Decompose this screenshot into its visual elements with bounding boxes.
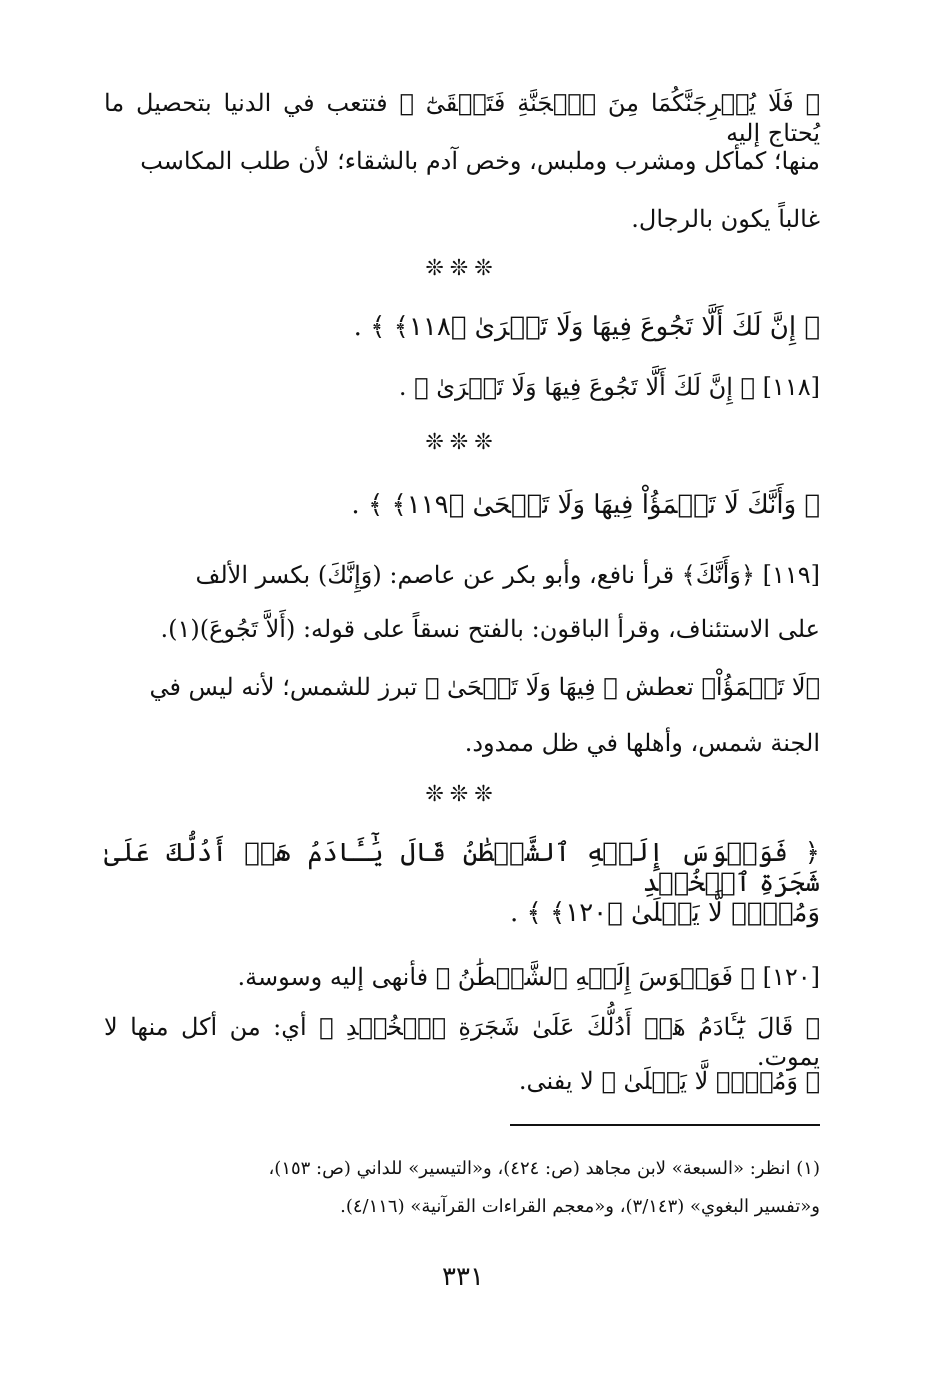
- quran-verse: ﴿ إِنَّ لَكَ أَلَّا تَجُوعَ فِيهَا وَلَا تَعۡرَىٰ ﴿١١٨﴾ ﴾ .: [353, 312, 820, 342]
- page-number: ٣٣١: [442, 1262, 484, 1292]
- paragraph-line: منها؛ كمأكل ومشرب وملبس، وخص آدم بالشقاء؛ لأن طلب المكاسب: [140, 147, 820, 175]
- commentary-line: [١٢٠] ﴿ فَوَسۡوَسَ إِلَيۡهِ ٱلشَّيۡطَٰنُ ﴾ فأنهى إليه وسوسة.: [237, 963, 820, 991]
- commentary-line: ﴿ وَمُلۡكٖ لَّا يَبۡلَىٰ ﴾ لا يفنى.: [518, 1067, 820, 1095]
- commentary-line: ﴿ قَالَ يَٰٓـَٔادَمُ هَلۡ أَدُلُّكَ عَلَىٰ شَجَرَةِ ٱلۡخُلۡدِ ﴾ أي: من أكل منها لا يموت.: [104, 1013, 820, 1071]
- quran-verse: ﴿ فَوَسۡوَسَ إِلَيۡهِ ٱلشَّيۡطَٰنُ قَالَ يَٰٓـَٔادَمُ هَلۡ أَدُلُّكَ عَلَىٰ شَجَرَةِ ٱلۡخُلۡدِ: [104, 838, 820, 898]
- commentary-line: الجنة شمس، وأهلها في ظل ممدود.: [464, 729, 820, 757]
- section-divider: ❊❊❊: [425, 256, 499, 281]
- footnote-separator: [510, 1124, 820, 1126]
- commentary-line: ﴿لَا تَظۡمَؤُاْ﴾ تعطش ﴿ فِيهَا وَلَا تَضۡحَىٰ ﴾ تبرز للشمس؛ لأنه ليس في: [149, 673, 820, 701]
- commentary-line: على الاستئناف، وقرأ الباقون: بالفتح نسقاً على قوله: (أَلاَّ تَجُوعَ)(١).: [160, 615, 820, 643]
- quran-verse: وَمُلۡكٖ لَّا يَبۡلَىٰ ﴿١٢٠﴾ ﴾ .: [509, 898, 820, 928]
- commentary-line: [١١٨] ﴿ إِنَّ لَكَ أَلَّا تَجُوعَ فِيهَا وَلَا تَعۡرَىٰ ﴾ .: [398, 373, 820, 401]
- section-divider: ❊❊❊: [425, 430, 499, 455]
- commentary-line: [١١٩] ﴿وَأَنَّكَ﴾ قرأ نافع، وأبو بكر عن عاصم: (وَإِنَّكَ) بكسر الألف: [195, 561, 820, 589]
- footnote-line: و«تفسير البغوي» (٣/١٤٣)، و«معجم القراءات القرآنية» (٤/١١٦).: [340, 1196, 820, 1217]
- paragraph-line: غالباً يكون بالرجال.: [631, 205, 820, 233]
- paragraph-line: ﴿ فَلَا يُخۡرِجَنَّكُمَا مِنَ ٱلۡجَنَّةِ فَتَشۡقَىٰٓ ﴾ فتتعب في الدنيا بتحصيل ما يُحتاج إليه: [104, 89, 820, 147]
- footnote-line: (١) انظر: «السبعة» لابن مجاهد (ص: ٤٢٤)، و«التيسير» للداني (ص: ١٥٣)،: [268, 1158, 820, 1179]
- quran-verse: ﴿ وَأَنَّكَ لَا تَظۡمَؤُاْ فِيهَا وَلَا تَضۡحَىٰ ﴿١١٩﴾ ﴾ .: [351, 490, 820, 520]
- section-divider: ❊❊❊: [425, 782, 499, 807]
